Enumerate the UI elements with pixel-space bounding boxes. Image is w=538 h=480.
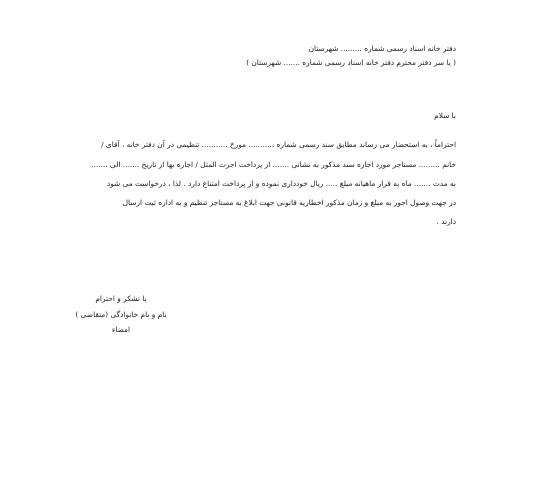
body-line-4: در جهت وصول اجور به مبلغ و زمان مذکور اخطاریه قانونی جهت ابلاغ به مستاجر تنظیم و به اداره ثبت ارسال <box>122 198 456 207</box>
body-line-2: خانم ......... مستاجر مورد اجاره سند مذکور به نشانی ....... از پرداخت اجرت المثل / اجاره بها از تاریخ ....... الی ....... <box>91 160 456 169</box>
body-line-5: دارند . <box>436 217 456 226</box>
recipient-notary-line: ( یا سر دفتر محترم دفتر خانه اسناد رسمی شماره ....... شهرستان ) <box>246 58 456 67</box>
body-line-3: به مدت ....... ماه به قرار ماهیانه مبلغ ..... ریال خودداری نموده و از پرداخت امتناع دارد . لذا ، درخواست می شود <box>106 179 456 188</box>
greeting: با سلام <box>434 111 456 120</box>
recipient-office-line: دفتر خانه اسناد رسمی شماره ......... شهرستان <box>308 44 456 53</box>
signature-thanks: با تشکر و احترام <box>95 294 147 303</box>
signature-sign: امضاء <box>111 325 131 334</box>
body-line-1: احتراماً ، به استحضار می رساند مطابق سند رسمی شماره ........... مورخ ........... تنظیمی در آن دفتر خانه ، آقای / <box>101 140 456 149</box>
signature-name: نام و نام خانوادگی (متقاضی ) <box>75 310 167 319</box>
